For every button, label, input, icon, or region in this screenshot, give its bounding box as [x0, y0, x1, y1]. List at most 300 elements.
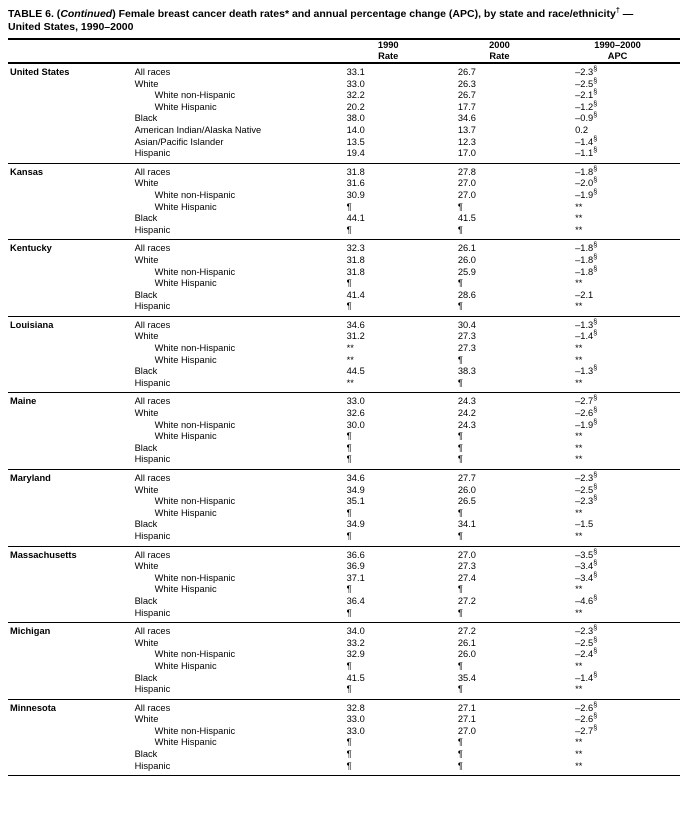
rate-1990-value: 32.6 [346, 408, 365, 419]
header-apc-label: APC [607, 51, 628, 61]
state-name-blank [8, 485, 131, 497]
rate-1990-value: 31.8 [346, 254, 365, 265]
state-name-blank [8, 378, 131, 390]
state-name-blank [8, 673, 131, 685]
rate-1990-value: ¶ [346, 224, 352, 235]
apc-value [555, 404, 680, 420]
race-ethnicity-label: White [134, 484, 159, 495]
table-row [8, 584, 680, 596]
state-name-blank [8, 649, 131, 661]
apc-significance-marker: § [593, 133, 598, 143]
rate-1990-value: ¶ [346, 442, 352, 453]
table-row [8, 331, 680, 343]
table-row [8, 90, 680, 102]
rate-2000-value: 26.1 [457, 243, 476, 254]
rate-1990-value: 33.2 [346, 637, 365, 648]
apc-significance-marker: § [593, 416, 598, 426]
apc-number: ** [575, 213, 583, 224]
apc-number: ** [575, 442, 583, 453]
apc-significance-marker: § [593, 623, 598, 633]
rate-2000-value: 26.7 [457, 67, 476, 77]
apc-value [555, 125, 680, 137]
rate-2000-value: 17.0 [457, 148, 476, 159]
state-name: Kentucky [10, 243, 52, 254]
apc-significance-marker: § [593, 722, 598, 732]
apc-number: –1.8 [575, 166, 594, 177]
race-ethnicity-label: Hispanic [134, 530, 171, 541]
rate-1990-value: 44.1 [346, 213, 365, 224]
apc-value [555, 749, 680, 761]
apc-value [555, 163, 680, 179]
rate-2000-value: 35.4 [457, 672, 476, 683]
state-name-blank [8, 137, 131, 149]
apc-number: –3.4 [575, 572, 594, 583]
apc-significance-marker: § [593, 569, 598, 579]
header-rate-1990-year: 1990 [377, 40, 399, 50]
race-ethnicity-label: Hispanic [134, 377, 171, 388]
apc-significance-marker: § [593, 669, 598, 679]
table-title [8, 5, 680, 34]
rate-1990-value: 34.9 [346, 484, 365, 495]
apc-number: –1.3 [575, 366, 594, 377]
table-row [8, 213, 680, 225]
apc-number: –1.1 [575, 148, 594, 159]
table-row [8, 278, 680, 290]
state-name: Michigan [10, 626, 51, 637]
apc-value [555, 508, 680, 520]
table-row [8, 496, 680, 508]
state-name-blank [8, 125, 131, 137]
apc-value [555, 87, 680, 102]
apc-value [555, 263, 680, 279]
apc-number: ** [575, 749, 583, 760]
table-row [8, 102, 680, 114]
rate-2000-value: 25.9 [457, 266, 476, 277]
rate-1990-value: 19.4 [346, 148, 365, 159]
apc-value [555, 240, 680, 255]
state-name-blank [8, 178, 131, 190]
state-name-blank [8, 714, 131, 726]
race-ethnicity-label: Black [134, 113, 158, 124]
rate-2000-value: 27.1 [457, 714, 476, 725]
apc-number: ** [575, 354, 583, 365]
table-row [8, 225, 680, 237]
table-row [8, 726, 680, 738]
state-name-blank [8, 225, 131, 237]
table-row [8, 573, 680, 585]
apc-number: ** [575, 278, 583, 289]
state-name-blank [8, 608, 131, 620]
header-rate-2000-label: Rate [489, 51, 510, 61]
rate-2000-value: ¶ [457, 749, 463, 760]
race-ethnicity-label: Asian/Pacific Islander [134, 136, 224, 147]
apc-number: –1.2 [575, 101, 594, 112]
state-name-blank [8, 148, 131, 160]
title-line2: United States, 1990–2000 [8, 21, 134, 33]
rate-1990-value: ¶ [346, 431, 352, 442]
apc-number: –1.5 [575, 519, 594, 530]
apc-number: –2.7 [575, 725, 594, 736]
table-row [8, 596, 680, 608]
state-name-blank [8, 102, 131, 114]
race-ethnicity-label: White Hispanic [154, 737, 217, 748]
state-name-blank [8, 90, 131, 102]
rate-2000-value: ¶ [457, 442, 463, 453]
apc-number: –2.5 [575, 78, 594, 89]
apc-value [555, 711, 680, 726]
race-ethnicity-label: White non-Hispanic [154, 419, 236, 430]
table-row [8, 608, 680, 620]
rate-2000-value: 27.0 [457, 178, 476, 189]
apc-significance-marker: § [593, 469, 598, 479]
rate-2000-value: ¶ [457, 584, 463, 595]
rate-2000-value: ¶ [457, 201, 463, 212]
apc-number: ** [575, 431, 583, 442]
race-ethnicity-label: Hispanic [134, 224, 171, 235]
rate-2000-value: 34.6 [457, 113, 476, 124]
apc-significance-marker: § [593, 328, 598, 338]
table-row [8, 661, 680, 673]
apc-value [555, 290, 680, 302]
apc-number: –1.8 [575, 254, 594, 265]
apc-significance-marker: § [593, 404, 598, 414]
rate-2000-value: 26.3 [457, 78, 476, 89]
rate-1990-value: 34.6 [346, 319, 365, 330]
apc-value [555, 737, 680, 749]
apc-number: –2.3 [575, 496, 594, 507]
race-ethnicity-label: Hispanic [134, 301, 171, 312]
apc-number: –2.4 [575, 649, 594, 660]
rate-1990-value: ¶ [346, 749, 352, 760]
apc-value [555, 531, 680, 543]
apc-significance-marker: § [593, 75, 598, 85]
apc-significance-marker: § [593, 263, 598, 273]
apc-value [555, 481, 680, 497]
rate-2000-value: 27.8 [457, 166, 476, 177]
apc-significance-marker: § [593, 546, 598, 556]
race-ethnicity-label: American Indian/Alaska Native [134, 124, 262, 135]
rate-1990-value: 33.0 [346, 396, 365, 407]
header-state [8, 40, 131, 63]
race-ethnicity-label: White non-Hispanic [154, 725, 236, 736]
apc-value [555, 584, 680, 596]
apc-value [555, 316, 680, 332]
rate-2000-value: 27.7 [457, 473, 476, 483]
apc-number: –1.4 [575, 672, 594, 683]
rate-1990-value: ¶ [346, 760, 352, 771]
rate-1990-value: ¶ [346, 201, 352, 212]
race-ethnicity-label: White [134, 178, 159, 189]
state-name: Kansas [10, 166, 44, 177]
apc-value [555, 213, 680, 225]
rate-2000-value: 27.0 [457, 189, 476, 200]
rate-2000-value: ¶ [457, 507, 463, 518]
header-apc [555, 40, 680, 63]
race-ethnicity-label: Hispanic [134, 760, 171, 771]
apc-number: ** [575, 301, 583, 312]
table-row [8, 561, 680, 573]
rate-2000-value: 28.6 [457, 289, 476, 300]
apc-significance-marker: § [593, 592, 598, 602]
rate-1990-value: ¶ [346, 301, 352, 312]
apc-number: –2.3 [575, 473, 594, 483]
apc-significance-marker: § [593, 110, 598, 120]
state-name: Maryland [10, 473, 51, 483]
apc-number: ** [575, 343, 583, 354]
table-row [8, 431, 680, 443]
state-name-blank [8, 661, 131, 673]
rate-2000-value: 24.3 [457, 419, 476, 430]
apc-number: –2.1 [575, 289, 594, 300]
apc-value [555, 608, 680, 620]
table-row [8, 673, 680, 685]
table-row [8, 378, 680, 390]
apc-significance-marker: § [593, 87, 598, 97]
state-name-blank [8, 726, 131, 738]
state-name-blank [8, 561, 131, 573]
rate-1990-value: 36.6 [346, 549, 365, 560]
state-name-blank [8, 267, 131, 279]
apc-value [555, 75, 680, 91]
apc-value [555, 186, 680, 202]
rate-1990-value: 13.5 [346, 136, 365, 147]
table-row [8, 202, 680, 214]
rate-2000-value: 26.5 [457, 496, 476, 507]
apc-number: 0.2 [575, 124, 589, 135]
race-ethnicity-label: White Hispanic [154, 507, 217, 518]
race-ethnicity-label: Black [134, 213, 158, 224]
rate-2000-value: 27.0 [457, 725, 476, 736]
rate-1990-value: ¶ [346, 278, 352, 289]
table-row [8, 454, 680, 466]
header-apc-range: 1990–2000 [594, 40, 641, 50]
rate-1990-value: 14.0 [346, 124, 365, 135]
apc-number: –0.9 [575, 113, 594, 124]
apc-value [555, 393, 680, 408]
apc-significance-marker: § [593, 393, 598, 403]
rate-2000-value: 27.3 [457, 343, 476, 354]
table-row [8, 243, 680, 255]
apc-number: –4.6 [575, 595, 594, 606]
race-ethnicity-label: White non-Hispanic [154, 649, 236, 660]
rate-1990-value: ¶ [346, 584, 352, 595]
apc-value [555, 328, 680, 343]
apc-value [555, 546, 680, 562]
breast-cancer-death-rates-table [8, 38, 680, 776]
table-row [8, 638, 680, 650]
apc-number: ** [575, 607, 583, 618]
apc-significance-marker: § [593, 558, 598, 568]
title-prefix: TABLE 6. ( [8, 8, 61, 20]
apc-number: –2.6 [575, 714, 594, 725]
race-ethnicity-label: All races [134, 626, 171, 637]
state-name-blank [8, 408, 131, 420]
rate-1990-value: ¶ [346, 737, 352, 748]
apc-number: –2.3 [575, 626, 594, 637]
table-row [8, 519, 680, 531]
rate-1990-value: 41.4 [346, 289, 365, 300]
state-name-blank [8, 355, 131, 367]
header-race [131, 40, 333, 63]
header-rate-2000-year: 2000 [489, 40, 510, 50]
apc-number: –2.6 [575, 702, 594, 713]
table-row [8, 267, 680, 279]
race-ethnicity-label: All races [134, 549, 171, 560]
apc-value [555, 110, 680, 125]
apc-value [555, 493, 680, 508]
race-ethnicity-label: All races [134, 396, 171, 407]
rate-1990-value: 31.8 [346, 166, 365, 177]
apc-significance-marker: § [593, 699, 598, 709]
apc-value [555, 443, 680, 455]
race-ethnicity-label: All races [134, 166, 171, 177]
state-name-blank [8, 749, 131, 761]
apc-number: –1.3 [575, 319, 594, 330]
rate-2000-value: 27.4 [457, 572, 476, 583]
apc-number: ** [575, 660, 583, 671]
title-continued: Continued [60, 8, 113, 20]
state-name: Massachusetts [10, 549, 77, 560]
race-ethnicity-label: Black [134, 289, 158, 300]
group-separator-rule [8, 776, 680, 777]
header-rate-1990 [333, 40, 444, 63]
rate-1990-value: 41.5 [346, 672, 365, 683]
table-row [8, 531, 680, 543]
race-ethnicity-label: White Hispanic [154, 278, 217, 289]
apc-significance-marker: § [593, 186, 598, 196]
state-name-blank [8, 331, 131, 343]
apc-significance-marker: § [593, 316, 598, 326]
apc-value [555, 634, 680, 650]
race-ethnicity-label: White non-Hispanic [154, 572, 236, 583]
rate-1990-value: 35.1 [346, 496, 365, 507]
rate-2000-value: ¶ [457, 607, 463, 618]
state-name-blank [8, 573, 131, 585]
rate-2000-value: ¶ [457, 530, 463, 541]
rate-2000-value: ¶ [457, 760, 463, 771]
table-row [8, 290, 680, 302]
race-ethnicity-label: White Hispanic [154, 431, 217, 442]
apc-number: –1.4 [575, 331, 594, 342]
apc-value [555, 145, 680, 160]
race-ethnicity-label: White [134, 254, 159, 265]
table-row [8, 190, 680, 202]
rate-2000-value: ¶ [457, 224, 463, 235]
table-row [8, 703, 680, 715]
apc-number: ** [575, 684, 583, 695]
state-name-blank [8, 508, 131, 520]
rate-1990-value: 38.0 [346, 113, 365, 124]
state-name-blank [8, 79, 131, 91]
apc-value [555, 363, 680, 378]
rate-1990-value: ¶ [346, 607, 352, 618]
rate-2000-value: 27.1 [457, 702, 476, 713]
race-ethnicity-label: Black [134, 672, 158, 683]
apc-number: –2.6 [575, 408, 594, 419]
table-header [8, 39, 680, 64]
race-ethnicity-label: White Hispanic [154, 584, 217, 595]
table-row [8, 137, 680, 149]
apc-significance-marker: § [593, 163, 598, 173]
apc-number: ** [575, 507, 583, 518]
rate-2000-value: ¶ [457, 377, 463, 388]
rate-2000-value: 27.2 [457, 595, 476, 606]
apc-value [555, 569, 680, 585]
apc-significance-marker: § [593, 240, 598, 250]
table-row [8, 408, 680, 420]
apc-value [555, 378, 680, 390]
rate-2000-value: 41.5 [457, 213, 476, 224]
rate-1990-value: 31.8 [346, 266, 365, 277]
table-row [8, 737, 680, 749]
table-row [8, 443, 680, 455]
rate-1990-value: 20.2 [346, 101, 365, 112]
rate-1990-value: ** [346, 354, 354, 365]
race-ethnicity-label: White non-Hispanic [154, 189, 236, 200]
state-name-blank [8, 113, 131, 125]
apc-value [555, 301, 680, 313]
apc-number: –2.0 [575, 178, 594, 189]
apc-significance-marker: § [593, 634, 598, 644]
table-row [8, 79, 680, 91]
apc-number: ** [575, 201, 583, 212]
table-row [8, 550, 680, 562]
apc-number: –2.3 [575, 67, 594, 77]
apc-value [555, 558, 680, 573]
table-row [8, 684, 680, 696]
apc-value [555, 431, 680, 443]
table-row [8, 355, 680, 367]
race-ethnicity-label: White non-Hispanic [154, 266, 236, 277]
rate-1990-value: 37.1 [346, 572, 365, 583]
state-name-blank [8, 519, 131, 531]
state-name-blank [8, 202, 131, 214]
rate-1990-value: 34.6 [346, 473, 365, 483]
apc-value [555, 519, 680, 531]
race-ethnicity-label: Hispanic [134, 607, 171, 618]
race-ethnicity-label: Hispanic [134, 454, 171, 465]
rate-2000-value: 24.3 [457, 396, 476, 407]
apc-value [555, 669, 680, 685]
table-row [8, 396, 680, 408]
rate-2000-value: 26.0 [457, 254, 476, 265]
state-name-blank [8, 454, 131, 466]
state-name-blank [8, 366, 131, 378]
rate-1990-value: 33.1 [346, 67, 365, 77]
race-ethnicity-label: Hispanic [134, 684, 171, 695]
race-ethnicity-label: White [134, 714, 159, 725]
race-ethnicity-label: White non-Hispanic [154, 343, 236, 354]
apc-significance-marker: § [593, 493, 598, 503]
state-name-blank [8, 343, 131, 355]
rate-1990-value: ** [346, 343, 354, 354]
apc-number: –2.7 [575, 396, 594, 407]
state-name-blank [8, 431, 131, 443]
apc-value [555, 454, 680, 466]
race-ethnicity-label: All races [134, 319, 171, 330]
rate-1990-value: 33.0 [346, 714, 365, 725]
race-ethnicity-label: White [134, 408, 159, 419]
table-row [8, 508, 680, 520]
state-name-blank [8, 596, 131, 608]
rate-1990-value: 34.0 [346, 626, 365, 637]
race-ethnicity-label: Black [134, 519, 158, 530]
table-row [8, 113, 680, 125]
race-ethnicity-label: All races [134, 243, 171, 254]
table-row [8, 649, 680, 661]
apc-value [555, 661, 680, 673]
table-row [8, 125, 680, 137]
